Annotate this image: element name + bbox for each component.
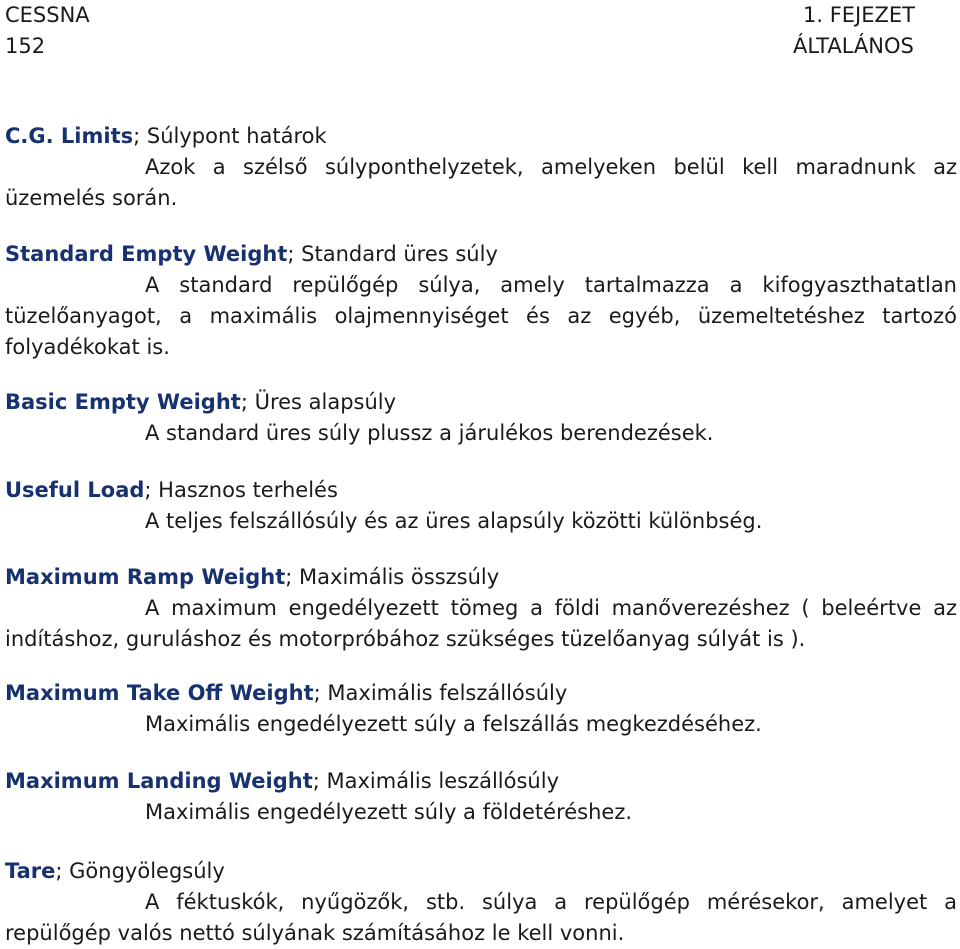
entry-translation: Súlypont határok	[146, 124, 327, 148]
entry-separator: ;	[240, 390, 255, 414]
entry-separator: ;	[312, 769, 327, 793]
glossary-entry-tare	[5, 856, 957, 949]
entry-translation: Maximális leszállósúly	[326, 769, 559, 793]
entry-term: Maximum Take Off Weight	[5, 681, 314, 705]
page-header-left	[5, 0, 90, 62]
entry-translation: Üres alapsúly	[254, 390, 397, 414]
entry-translation: Göngyölegsúly	[69, 859, 225, 883]
glossary-entry-maximum-landing-weight	[5, 766, 957, 828]
entry-definition: A féktuskók, nyűgözők, stb. súlya a repülőgép mérésekor, amelyet a repülőgép valós nettó súlyának számításához le kell vonni.	[5, 890, 957, 945]
glossary-entry-useful-load	[5, 475, 957, 537]
entry-separator: ;	[144, 478, 159, 502]
entry-heading	[5, 121, 957, 152]
entry-term: Maximum Ramp Weight	[5, 565, 286, 589]
entry-heading	[5, 475, 957, 506]
entry-definition: A standard üres súly plussz a járulékos berendezések.	[145, 421, 714, 445]
entry-term: Useful Load	[5, 478, 145, 502]
entry-definition: A maximum engedélyezett tömeg a földi manőverezéshez ( beleértve az indításhoz, guruláshoz és motorpróbához szükséges tüzelőanyag súlyát is ).	[5, 596, 957, 651]
entry-translation: Standard üres súly	[301, 242, 498, 266]
entry-definition: Maximális engedélyezett súly a felszállás megkezdéséhez.	[145, 712, 762, 736]
page-header-right	[793, 0, 915, 62]
glossary-entry-standard-empty-weight	[5, 239, 957, 363]
entry-separator: ;	[287, 242, 302, 266]
entry-term: Standard Empty Weight	[5, 242, 288, 266]
entry-definition: Azok a szélső súlyponthelyzetek, amelyeken belül kell maradnunk az üzemelés során.	[5, 155, 957, 210]
chapter-title: ÁLTALÁNOS	[793, 34, 914, 58]
entry-definition: Maximális engedélyezett súly a földetéréshez.	[145, 800, 633, 824]
glossary-entry-maximum-ramp-weight	[5, 562, 957, 655]
entry-heading	[5, 239, 957, 270]
entry-definition: A teljes felszállósúly és az üres alapsúly közötti különbség.	[145, 509, 763, 533]
entry-term: C.G. Limits	[5, 124, 134, 148]
entry-heading	[5, 387, 957, 418]
glossary-entry-cg-limits	[5, 121, 957, 214]
entry-translation: Hasznos terhelés	[158, 478, 338, 502]
aircraft-name: CESSNA	[5, 3, 90, 27]
entry-definition: A standard repülőgép súlya, amely tartalmazza a kifogyaszthatatlan tüzelőanyagot, a maximális olajmennyiséget és az egyéb, üzemeltetéshez tartozó folyadékokat is.	[5, 273, 957, 359]
entry-term: Tare	[5, 859, 56, 883]
glossary-entry-basic-empty-weight	[5, 387, 957, 449]
entry-separator: ;	[313, 681, 328, 705]
entry-heading	[5, 678, 957, 709]
entry-translation: Maximális összsúly	[299, 565, 500, 589]
entry-heading	[5, 562, 957, 593]
entry-heading	[5, 856, 957, 887]
entry-term: Basic Empty Weight	[5, 390, 241, 414]
entry-separator: ;	[55, 859, 70, 883]
entry-separator: ;	[133, 124, 147, 148]
entry-heading	[5, 766, 957, 797]
glossary-entry-maximum-take-off-weight	[5, 678, 957, 740]
page-number: 152	[5, 34, 46, 58]
entry-translation: Maximális felszállósúly	[327, 681, 568, 705]
entry-separator: ;	[285, 565, 300, 589]
entry-term: Maximum Landing Weight	[5, 769, 313, 793]
chapter-number: 1. FEJEZET	[803, 3, 916, 27]
